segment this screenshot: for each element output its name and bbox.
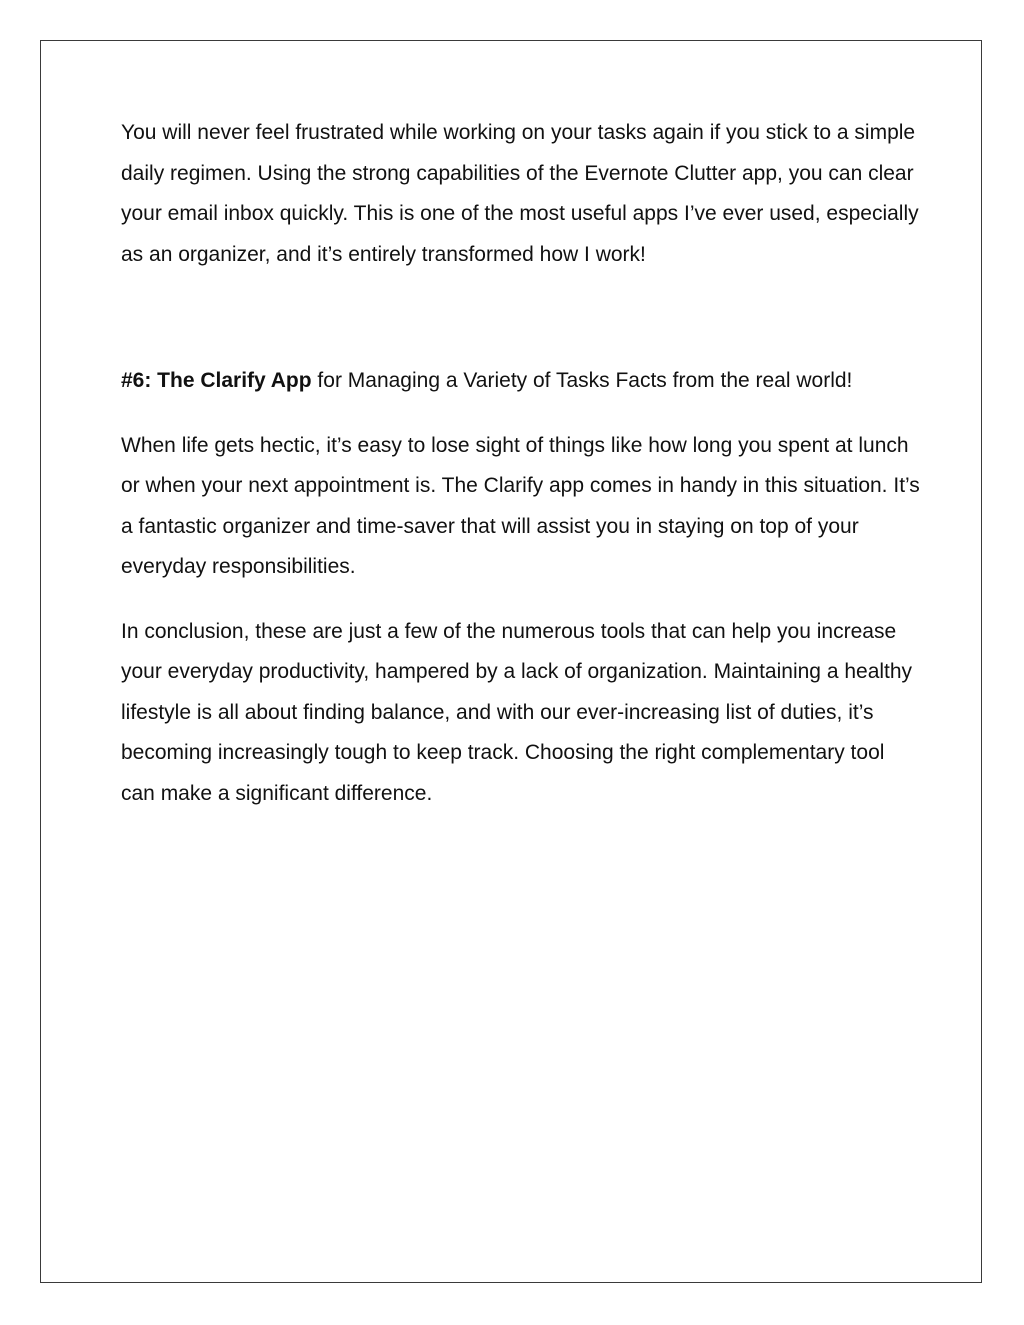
- document-body: [121, 113, 921, 814]
- section-heading-title: #6: The Clarify App: [121, 369, 312, 392]
- conclusion-paragraph: In conclusion, these are just a few of the numerous tools that can help you increase your everyday productivity, hampered by a lack of organization. Maintaining a healthy lifestyle is all about finding balance, and with our ever-increasing list of duties, it’s becoming increasingly tough to keep track. Choosing the right complementary tool can make a significant difference.: [121, 619, 913, 805]
- intro-paragraph: You will never feel frustrated while working on your tasks again if you stick to a simple daily regimen. Using the strong capabilities of the Evernote Clutter app, you can clear your email inbox quickly. This is one of the most useful apps I’ve ever used, especially as an organizer, and it’s entirely transformed how I work!: [121, 121, 919, 266]
- section-heading-subtitle: for Managing a Variety of Tasks Facts from the real world!: [311, 369, 853, 392]
- section-heading: [121, 361, 921, 402]
- clarify-paragraph: When life gets hectic, it’s easy to lose sight of things like how long you spent at lunch or when your next appointment is. The Clarify app comes in handy in this situation. It’s a fantastic organizer and time-saver that will assist you in staying on top of your everyday responsibilities.: [121, 433, 920, 578]
